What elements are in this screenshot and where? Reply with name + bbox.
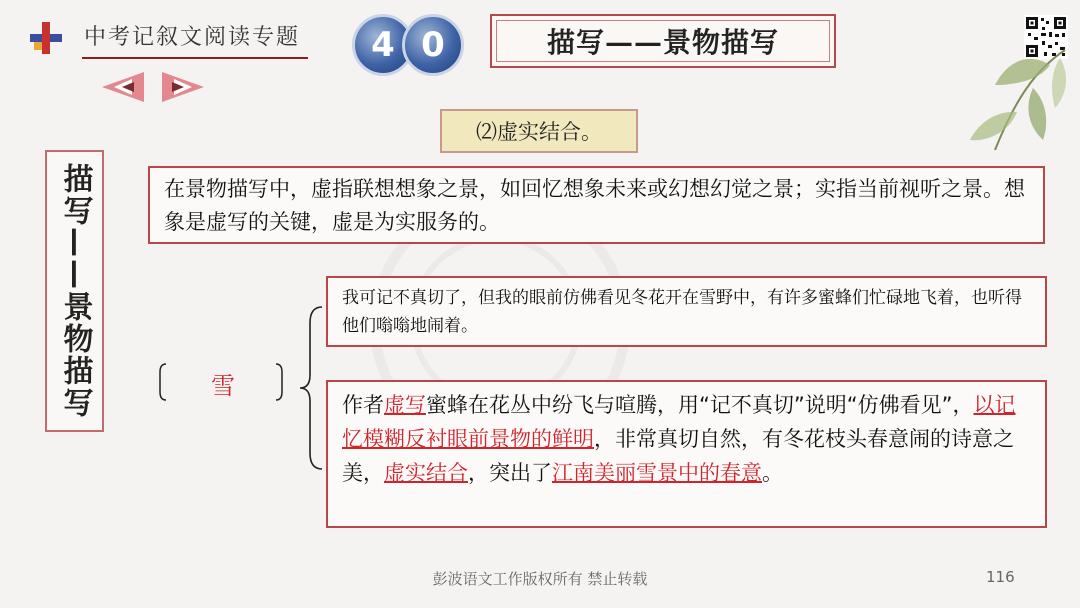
analysis-text: 蜜蜂在花丛中纷飞与喧腾，用“记不真切”说明“仿佛看见”， [426, 393, 974, 417]
number-circle-tens: 4 [352, 14, 414, 76]
side-label: 描写——景物描写 [57, 163, 93, 419]
example-label: 雪 [211, 372, 235, 400]
analysis-text: ，突出了 [468, 461, 552, 485]
page-number: 116 [986, 568, 1015, 586]
page-title: 描写——景物描写 [546, 26, 779, 59]
analysis-highlight: 江南美丽雪景中的春意 [552, 461, 762, 485]
series-title: 中考记叙文阅读专题 [84, 25, 301, 50]
next-arrow-icon[interactable] [160, 70, 208, 104]
subtitle-box: ⑵虚实结合。 [440, 109, 638, 153]
number-circle-ones: 0 [402, 14, 464, 76]
side-label-box [45, 150, 104, 432]
analysis-highlight: 虚写 [384, 393, 426, 417]
series-underline [82, 57, 308, 59]
logo-icon [28, 20, 64, 56]
analysis-highlight: 以记忆模糊反衬眼前景物的鲜明 [342, 393, 1016, 451]
analysis-box [326, 380, 1047, 528]
analysis-text: 。 [762, 461, 783, 485]
leaf-decoration-icon [955, 40, 1075, 160]
analysis-highlight: 虚实结合 [384, 461, 468, 485]
quote-box: 我可记不真切了，但我的眼前仿佛看见冬花开在雪野中，有许多蜜蜂们忙碌地飞着，也听得他们嗡嗡地闹着。 [326, 276, 1047, 347]
definition-box: 在景物描写中，虚指联想想象之景，如回忆想象未来或幻想幻觉之景；实指当前视听之景。想象是虚写的关键，虚是为实服务的。 [148, 166, 1045, 244]
footer-copyright: 彭波语文工作版权所有 禁止转载 [432, 570, 648, 588]
brace-icon [296, 305, 326, 471]
analysis-text: ，非常真切自然，有冬花枝头春意闹的诗意之美， [342, 427, 1014, 485]
prev-arrow-icon[interactable] [98, 70, 146, 104]
analysis-text: 作者 [342, 393, 384, 417]
